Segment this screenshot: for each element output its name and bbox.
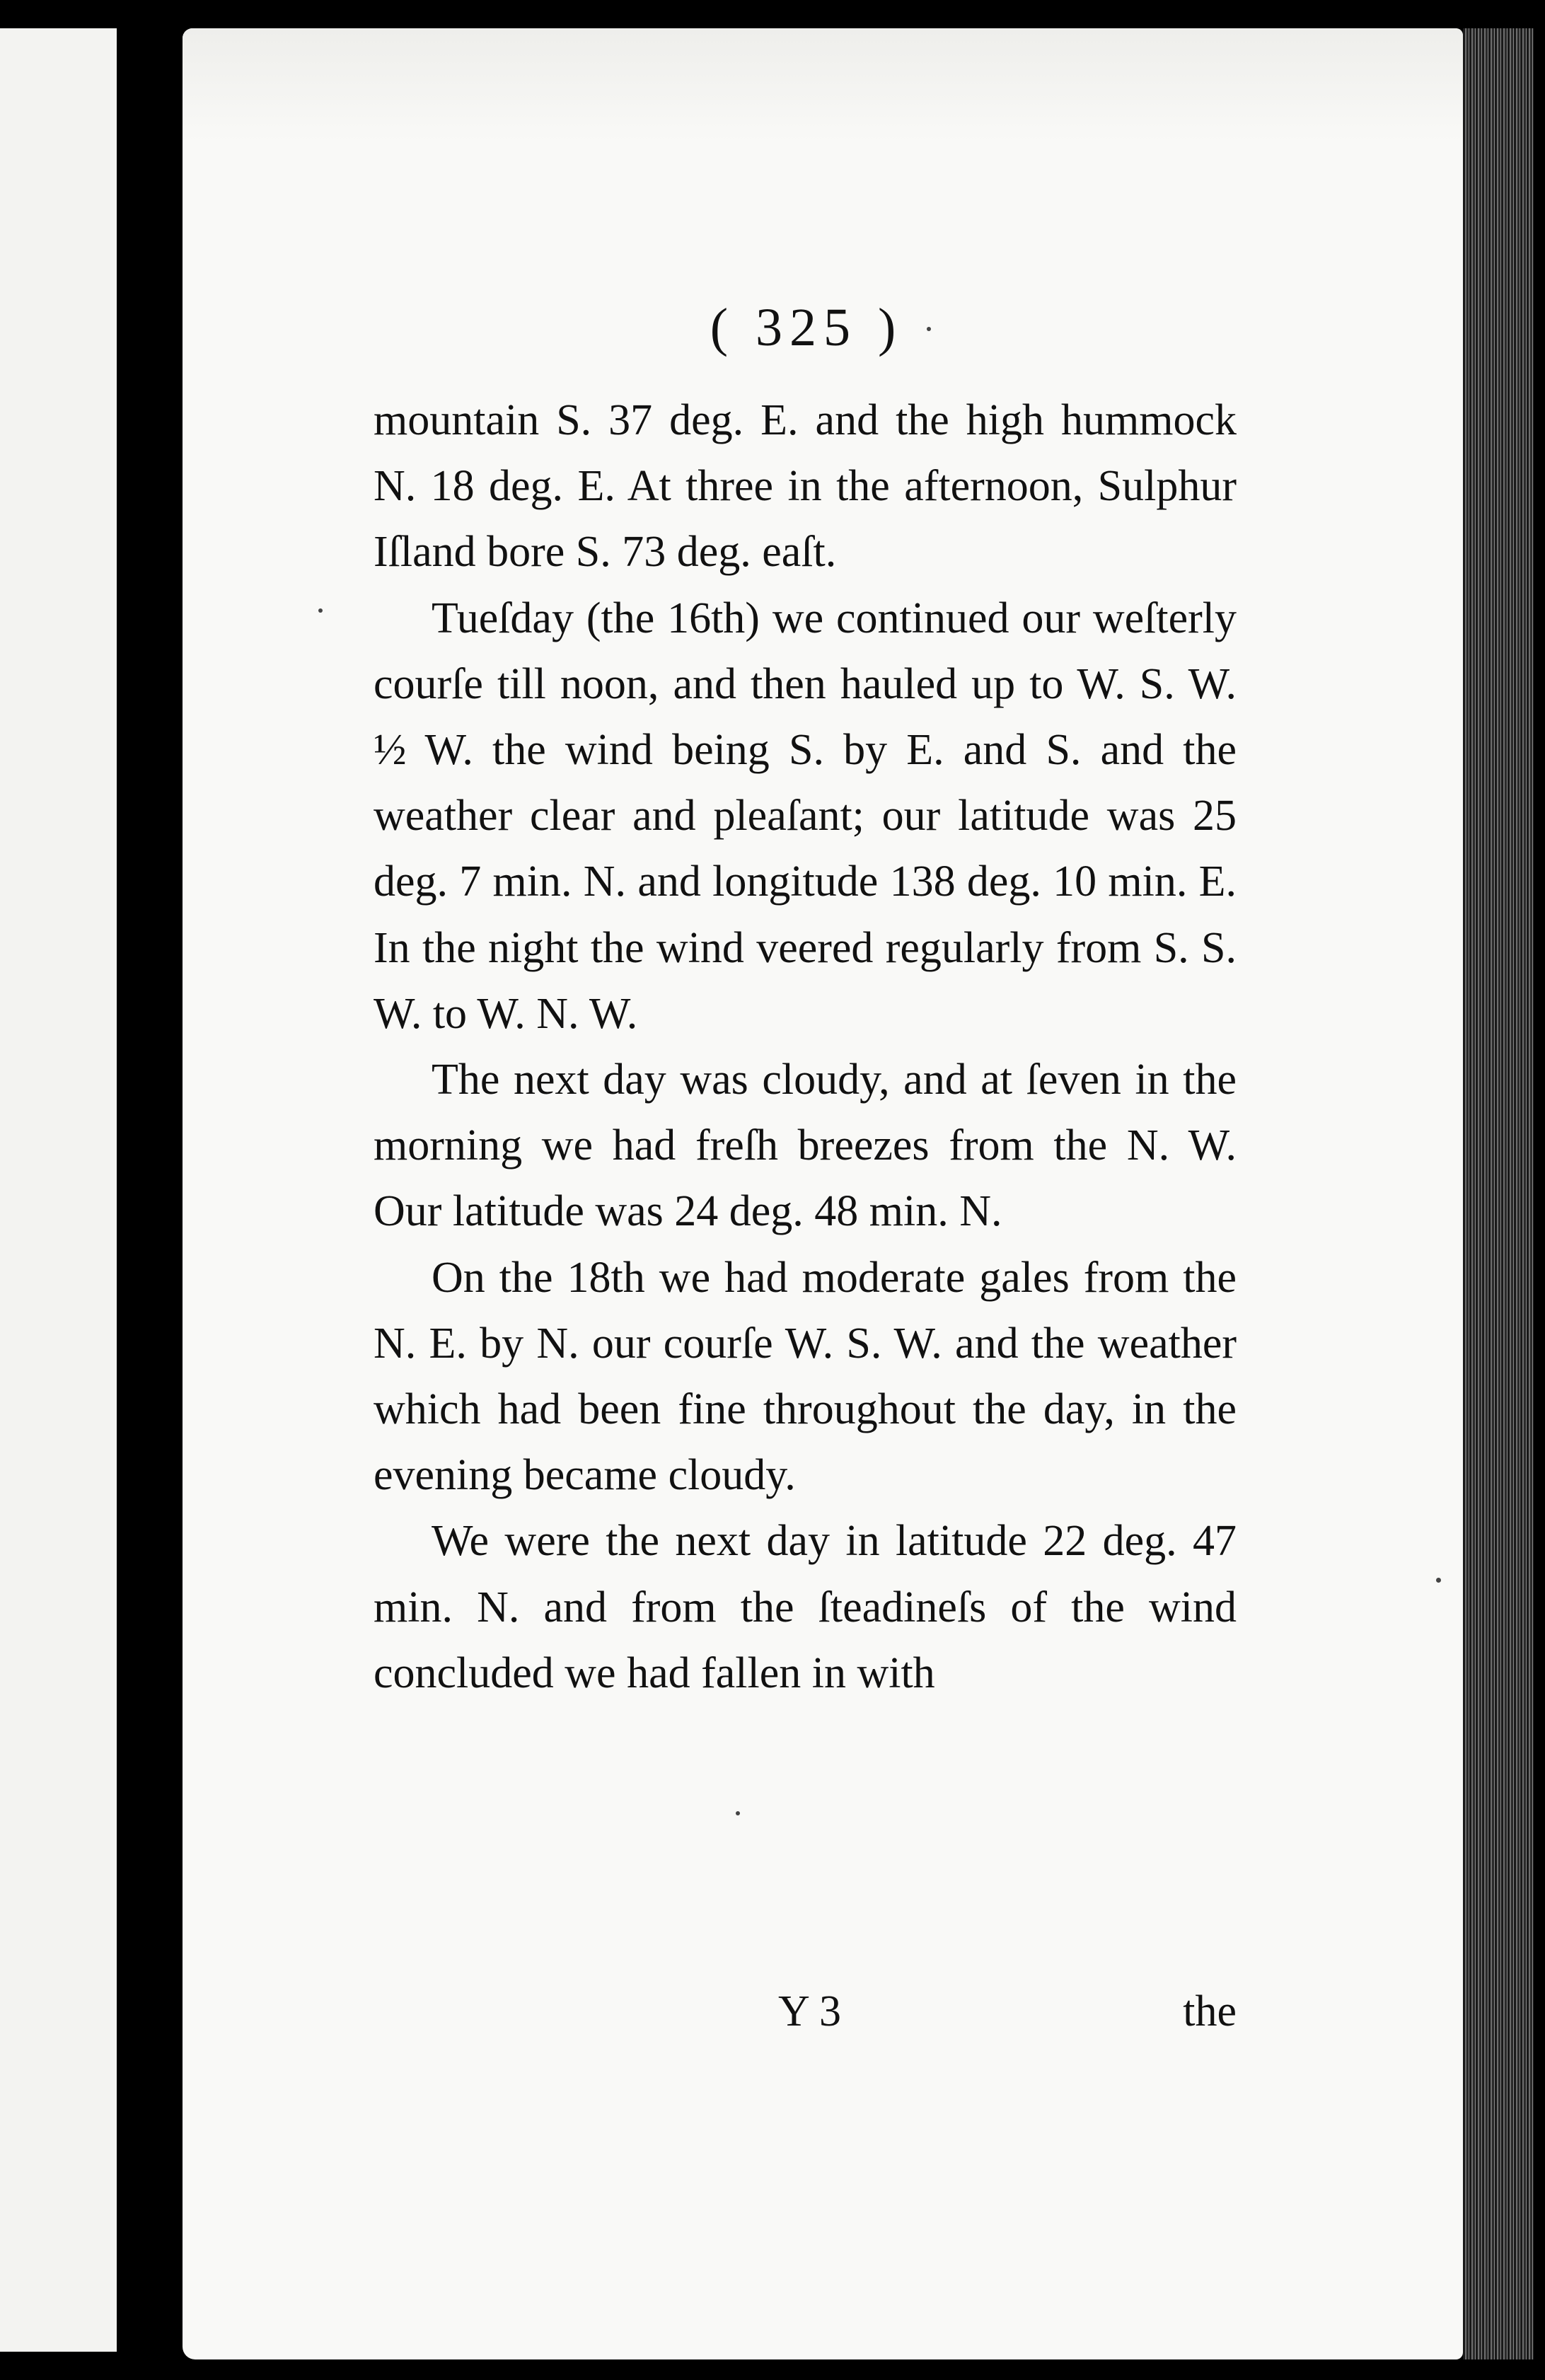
paragraph: mountain S. 37 deg. E. and the high hummock N. 18 deg. E. At three in the afternoon, Sulphur Iſland bore S. 73 deg. eaſt.: [374, 396, 1237, 577]
paragraph: The next day was cloudy, and at ſeven in the morning we had freſh breezes from the N. W. Our latitude was 24 deg. 48 min. N.: [374, 1056, 1237, 1236]
paragraph: On the 18th we had moderate gales from the N. E. by N. our courſe W. S. W. and the weather which had been fine throughout the day, in the evening became cloudy.: [374, 1253, 1237, 1500]
paragraph: Tueſday (the 16th) we continued our weſterly courſe till noon, and then hauled up to W. S. W. ½ W. the wind being S. by E. and S. and the weather clear and pleaſant; our latitude was 25 deg. 7 min. N. and longitude 138 deg. 10 min. E. In the night the wind veered regularly from S. S. W. to W. N. W.: [374, 594, 1237, 1038]
ink-speck: [318, 608, 323, 613]
page-shading: [183, 28, 1463, 141]
ink-speck: [927, 327, 931, 331]
page-stack-edges: [1463, 28, 1534, 2359]
gutter: [117, 0, 166, 2380]
scan-border: [1534, 0, 1545, 2380]
ink-speck: [1436, 1578, 1441, 1583]
page-footer: [374, 1987, 1237, 2053]
left-page-fragment: [0, 28, 117, 2352]
paragraph: We were the next day in latitude 22 deg. 47 min. N. and from the ſteadineſs of the wind concluded we had fallen in with: [374, 1517, 1237, 1697]
signature-mark: Y 3: [778, 1987, 841, 2035]
body-text: [374, 388, 1237, 1706]
catchword: the: [1183, 1987, 1237, 2035]
page-number: ( 325 ): [710, 298, 903, 357]
ink-speck: [736, 1811, 740, 1815]
